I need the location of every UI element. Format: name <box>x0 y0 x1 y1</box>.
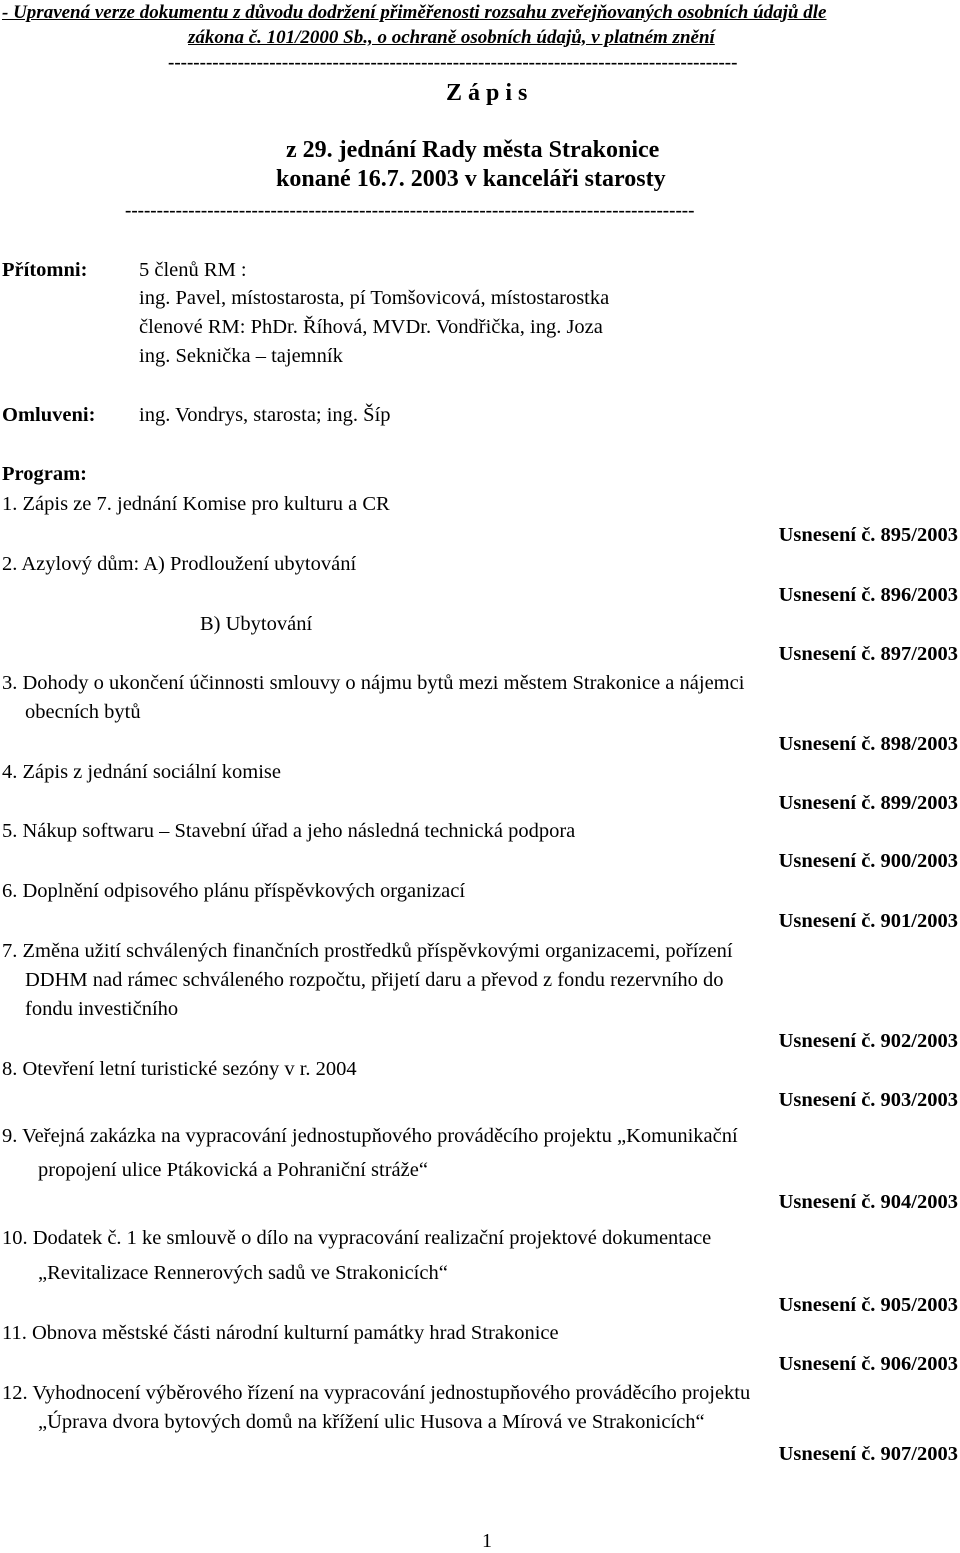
page-number: 1 <box>482 1530 492 1552</box>
program-item-line: 12. Vyhodnocení výběrového řízení na vypracování jednostupňového prováděcího projektu <box>2 1382 751 1404</box>
program-item-line: fondu investičního <box>25 998 179 1020</box>
privacy-notice-line-1: - Upravená verze dokumentu z důvodu dodržení přiměřenosti rozsahu zveřejňovaných osobních údajů dle <box>2 2 827 23</box>
excused-text: ing. Vondrys, starosta; ing. Šíp <box>139 404 391 426</box>
program-item-line: 9. Veřejná zakázka na vypracování jednostupňového prováděcího projektu „Komunikační <box>2 1125 738 1147</box>
present-line: členové RM: PhDr. Říhová, MVDr. Vondřička, ing. Joza <box>139 316 603 338</box>
program-item-line: propojení ulice Ptákovická a Pohraniční stráže“ <box>38 1159 428 1181</box>
program-item-line: B) Ubytování <box>200 613 313 635</box>
program-item-line: obecních bytů <box>25 701 141 723</box>
resolution-number: Usnesení č. 906/2003 <box>778 1353 958 1375</box>
program-item-line: 10. Dodatek č. 1 ke smlouvě o dílo na vypracování realizační projektové dokumentace <box>2 1227 712 1249</box>
meeting-subtitle: z 29. jednání Rady města Strakonice <box>286 137 660 163</box>
meeting-date-line: konané 16.7. 2003 v kanceláři starosty <box>276 166 666 192</box>
resolution-number: Usnesení č. 907/2003 <box>778 1443 958 1465</box>
program-item-line: 5. Nákup softwaru – Stavební úřad a jeho následná technická podpora <box>2 820 576 842</box>
present-label: Přítomni: <box>2 259 88 281</box>
program-item-line: DDHM nad rámec schváleného rozpočtu, přijetí daru a převod z fondu rezervního do <box>25 969 724 991</box>
program-item-line: „Úprava dvora bytových domů na křížení ulic Husova a Mírová ve Strakonicích“ <box>38 1411 705 1433</box>
resolution-number: Usnesení č. 905/2003 <box>778 1294 958 1316</box>
resolution-number: Usnesení č. 901/2003 <box>778 910 958 932</box>
resolution-number: Usnesení č. 895/2003 <box>778 524 958 546</box>
program-item-line: „Revitalizace Rennerových sadů ve Strakonicích“ <box>38 1262 448 1284</box>
present-line: ing. Pavel, místostarosta, pí Tomšovicová, místostarostka <box>139 287 610 309</box>
program-label: Program: <box>2 463 88 485</box>
resolution-number: Usnesení č. 899/2003 <box>778 792 958 814</box>
program-item-line: 4. Zápis z jednání sociální komise <box>2 761 281 783</box>
resolution-number: Usnesení č. 897/2003 <box>778 643 958 665</box>
document-title: Z á p i s <box>446 80 528 106</box>
notice-separator: ------------------------------------------------------------------------------------------ <box>168 52 738 73</box>
present-line: 5 členů RM : <box>139 259 247 281</box>
header-separator: ------------------------------------------------------------------------------------------ <box>125 200 695 221</box>
program-item-line: 11. Obnova městské části národní kulturní památky hrad Strakonice <box>2 1322 559 1344</box>
resolution-number: Usnesení č. 904/2003 <box>778 1191 958 1213</box>
program-item-line: 2. Azylový dům: A) Prodloužení ubytování <box>2 553 357 575</box>
present-line: ing. Seknička – tajemník <box>139 345 343 367</box>
resolution-number: Usnesení č. 902/2003 <box>778 1030 958 1052</box>
program-item-line: 7. Změna užití schválených finančních prostředků příspěvkovými organizacemi, pořízení <box>2 940 733 962</box>
resolution-number: Usnesení č. 898/2003 <box>778 733 958 755</box>
program-item-line: 6. Doplnění odpisového plánu příspěvkových organizací <box>2 880 466 902</box>
program-item-line: 3. Dohody o ukončení účinnosti smlouvy o nájmu bytů mezi městem Strakonice a nájemci <box>2 672 745 694</box>
privacy-notice-line-2: zákona č. 101/2000 Sb., o ochraně osobních údajů, v platném znění <box>188 27 715 48</box>
resolution-number: Usnesení č. 896/2003 <box>778 584 958 606</box>
program-item-line: 8. Otevření letní turistické sezóny v r. 2004 <box>2 1058 357 1080</box>
excused-label: Omluveni: <box>2 404 96 426</box>
program-item-line: 1. Zápis ze 7. jednání Komise pro kulturu a CR <box>2 493 390 515</box>
resolution-number: Usnesení č. 900/2003 <box>778 850 958 872</box>
resolution-number: Usnesení č. 903/2003 <box>778 1089 958 1111</box>
